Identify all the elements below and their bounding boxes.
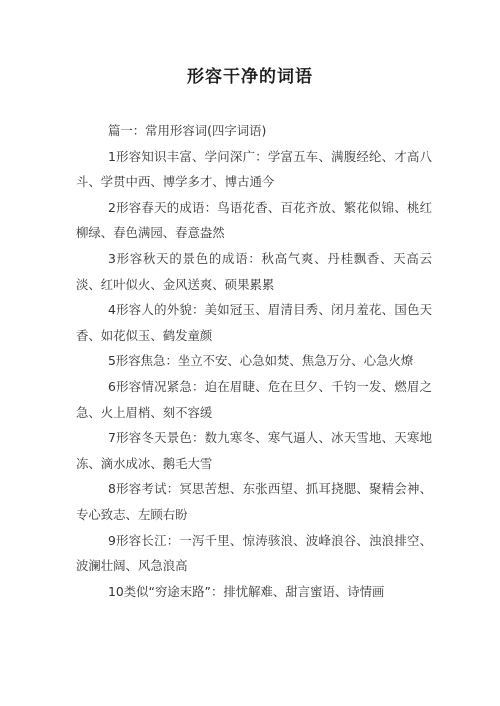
list-item: 7形容冬天景色：数九寒冬、寒气逼人、冰天雪地、天寒地冻、滴水成冰、鹅毛大雪 <box>76 430 432 471</box>
list-item: 4形容人的外貌：美如冠玉、眉清目秀、闭月羞花、国色天香、如花似玉、鹤发童颜 <box>76 302 432 343</box>
document-body <box>76 118 432 604</box>
list-item: 3形容秋天的景色的成语：秋高气爽、丹桂飘香、天高云淡、红叶似火、金风送爽、硕果累累 <box>76 250 432 292</box>
section-heading: 篇一：常用形容词(四字词语) <box>108 123 267 138</box>
list-item: 8形容考试：冥思苦想、东张西望、抓耳挠腮、聚精会神、专心致志、左顾右盼 <box>76 481 432 522</box>
list-item: 9形容长江：一泻千里、惊涛骇浪、波峰浪谷、浊浪排空、波澜壮阔、风急浪高 <box>76 532 432 574</box>
list-item: 5形容焦急：坐立不安、心急如焚、焦急万分、心急火燎 <box>108 353 414 369</box>
list-item: 6形容情况紧急：迫在眉睫、危在旦夕、千钧一发、燃眉之急、火上眉梢、刻不容缓 <box>76 378 432 420</box>
list-item: 1形容知识丰富、学问深广：学富五车、满腹经纶、才高八斗、学贯中西、博学多才、博古通今 <box>76 148 432 190</box>
list-item: 10类似“穷途末路”：排忧解难、甜言蜜语、诗情画 <box>108 583 385 599</box>
document-title: 形容干净的词语 <box>187 67 313 87</box>
list-item: 2形容春天的成语：鸟语花香、百花齐放、繁花似锦、桃红柳绿、春色满园、春意盎然 <box>76 199 432 241</box>
